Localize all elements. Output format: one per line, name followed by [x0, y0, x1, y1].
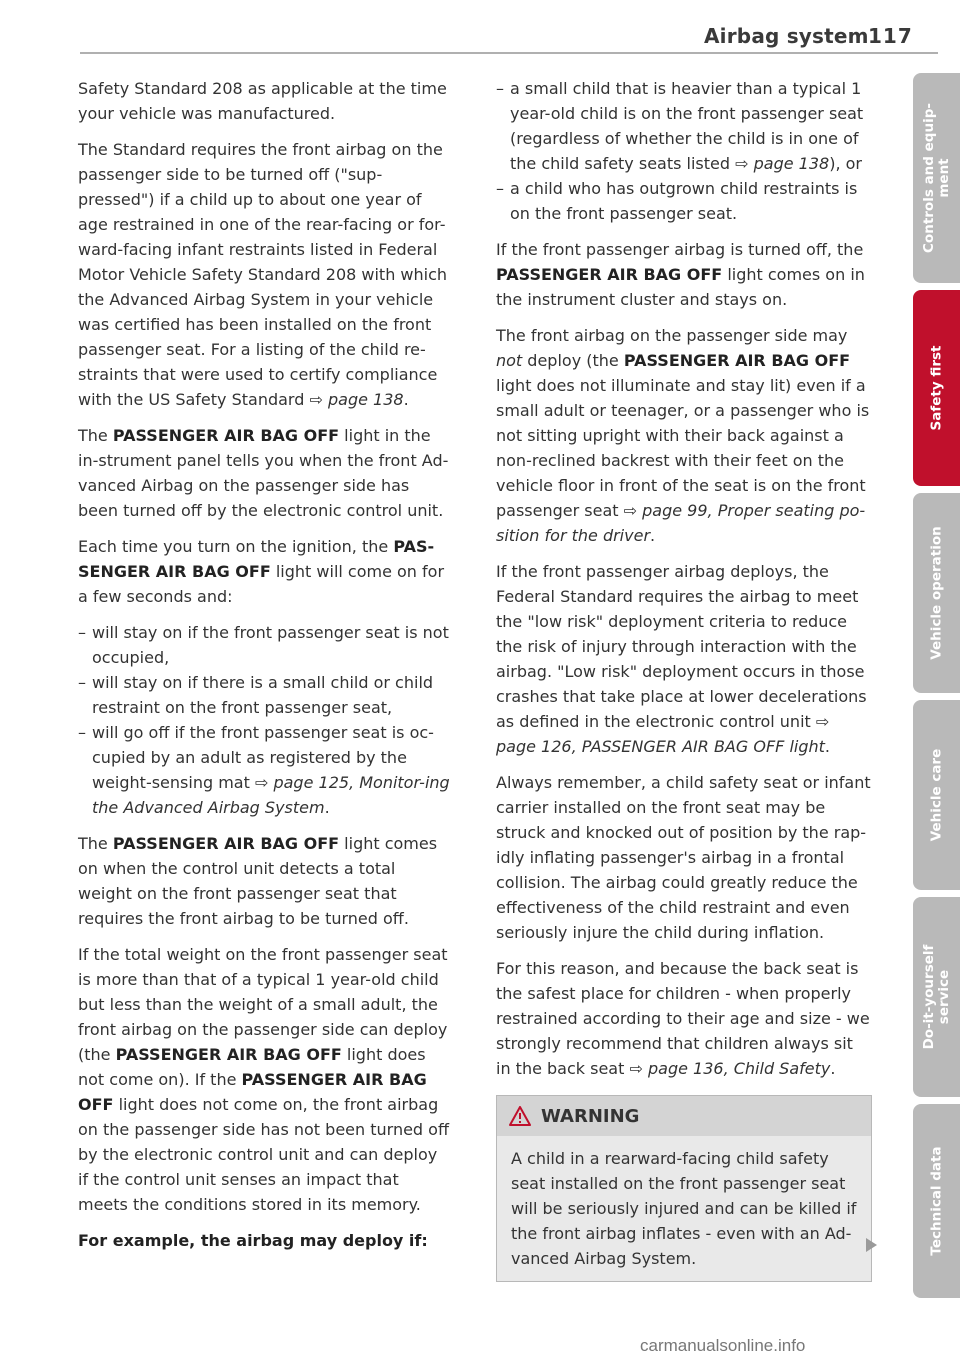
page-reference-link[interactable]: ⇨ page 126, PASSENGER AIR BAG OFF light: [496, 712, 830, 756]
paragraph: The Standard requires the front airbag on the passenger side to be turned off ("sup-pressed") if a child up to about one year of age restrained in one of the rear-facing or for-ward-facing infant restraints listed in Federal Motor Vehicle Safety Standard 208 with which the Advanced Airbag System in your vehicle was certified has been installed on the front passenger seat. For a listing of the child re-straints that were used to certify compliance with the US Safety Standard ⇨ page 138.: [78, 140, 448, 409]
right-column: [496, 76, 872, 1282]
header-divider: [80, 52, 938, 54]
page-reference-link[interactable]: ⇨ page 138: [735, 154, 830, 173]
paragraph: For this reason, and because the back seat is the safest place for children - when properly restrained according to their age and size - we strongly recommend that children always sit in the back seat ⇨ page 136, Child Safety.: [496, 959, 870, 1078]
paragraph: If the front passenger airbag deploys, the Federal Standard requires the airbag to meet the "low risk" deployment criteria to reduce the risk of injury through interaction with the airbag. "Low risk" deployment occurs in those crashes that take place at lower decelerations as defined in the electronic control unit ⇨ page 126, PASSENGER AIR BAG OFF light.: [496, 562, 867, 756]
page-reference-link[interactable]: ⇨ page 99, Proper seating po-sition for the driver: [496, 501, 866, 545]
paragraph: The front airbag on the passenger side may not deploy (the PASSENGER AIR BAG OFF light does not illuminate and stay lit) even if a small adult or teenager, or a passenger who is not sitting upright with their back against a non-reclined backrest with their feet on the vehicle floor in front of the seat is on the front passenger seat ⇨ page 99, Proper seating po-sition for the driver.: [496, 326, 870, 545]
page-reference-link[interactable]: ⇨ page 136, Child Safety: [629, 1059, 831, 1078]
paragraph: If the total weight on the front passenger seat is more than that of a typical 1 year-old child but less than the weight of a small adult, the front airbag on the passenger side can deploy (the PASSENGER AIR BAG OFF light does not come on). If the PASSENGER AIR BAG OFF light does not come on, the front airbag on the passenger side has not been turned off by the electronic control unit and can deploy if the control unit senses an impact that meets the conditions stored in its memory.: [78, 945, 449, 1214]
bullet-list: [78, 620, 452, 820]
section-title: Airbag system: [704, 24, 869, 48]
paragraph: Always remember, a child safety seat or infant carrier installed on the front seat may be struck and knocked out of position by the rap-idly inflating passenger's airbag in a frontal collision. The airbag could greatly reduce the effectiveness of the child restraint and even seriously injure the child during inflation.: [496, 773, 871, 942]
paragraph: The PASSENGER AIR BAG OFF light comes on when the control unit detects a total weight on the front passenger seat that requires the front airbag to be turned off.: [78, 834, 438, 928]
side-tab-vehicle-operation[interactable]: Vehicle operation: [913, 493, 960, 693]
warning-box: [496, 1095, 872, 1282]
warning-header: [497, 1096, 871, 1136]
side-tab-technical-data[interactable]: Technical data: [913, 1104, 960, 1298]
paragraph: If the front passenger airbag is turned off, the PASSENGER AIR BAG OFF light comes on in the instrument cluster and stays on.: [496, 240, 865, 309]
bullet-list: [496, 76, 872, 226]
side-tab-safety-first[interactable]: Safety first: [913, 290, 960, 486]
page-reference-link[interactable]: ⇨ page 125, Monitor-ing the Advanced Airbag System: [92, 773, 450, 817]
list-item: – a child who has outgrown child restraints is on the front passenger seat.: [496, 176, 872, 226]
warning-text: A child in a rearward-facing child safety seat installed on the front passenger seat will be seriously injured and can be killed if the front airbag inflates - even with an Ad-vanced Airbag System.: [511, 1149, 857, 1268]
paragraph: Safety Standard 208 as applicable at the time your vehicle was manufactured.: [78, 79, 447, 123]
side-tab-do-it-yourself[interactable]: Do-it-yourself service: [913, 897, 960, 1097]
side-tab-vehicle-care[interactable]: Vehicle care: [913, 700, 960, 890]
paragraph: The PASSENGER AIR BAG OFF light in the in-strument panel tells you when the front Ad-vanced Airbag on the passenger side has been turned off by the electronic control unit.: [78, 426, 449, 520]
warning-title: WARNING: [541, 1105, 640, 1127]
warning-triangle-icon: [509, 1106, 531, 1126]
list-item: – a small child that is heavier than a typical 1 year-old child is on the front passenger seat (regardless of whether the child is in one of the child safety seats listed ⇨ page 138), or: [496, 76, 872, 176]
watermark: carmanualsonline.info: [640, 1336, 806, 1355]
paragraph: Each time you turn on the ignition, the PAS-SENGER AIR BAG OFF light will come on for a few seconds and:: [78, 537, 445, 606]
page-reference-link[interactable]: ⇨ page 138: [309, 390, 404, 409]
paragraph-heading: For example, the airbag may deploy if:: [78, 1231, 428, 1250]
list-item: – will stay on if there is a small child or child restraint on the front passenger seat,: [78, 670, 452, 720]
continue-arrow-icon: [866, 1238, 877, 1252]
side-tab-controls[interactable]: Controls and equip- ment: [913, 73, 960, 283]
list-item: – will stay on if the front passenger seat is not occupied,: [78, 620, 452, 670]
list-item: – will go off if the front passenger seat is oc-cupied by an adult as registered by the weight-sensing mat ⇨ page 125, Monitor-ing the Advanced Airbag System.: [78, 720, 452, 820]
page-number: 117: [868, 24, 913, 48]
left-column: [78, 76, 452, 1264]
